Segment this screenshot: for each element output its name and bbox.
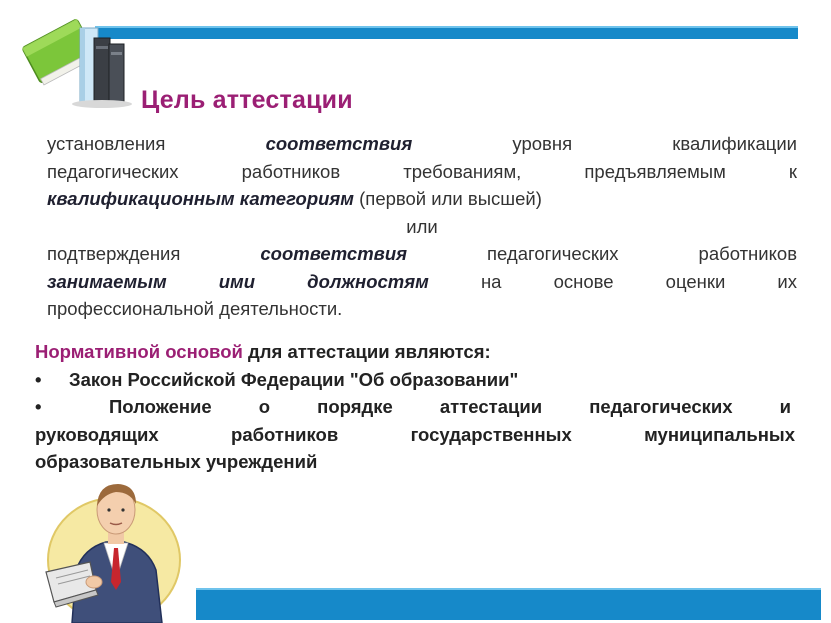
slide-title: Цель аттестации [141,86,353,114]
purpose-line-1 [47,130,797,158]
emphasis-word: соответствия [265,133,413,154]
basis-item-regulation-line-2: руководящих работников государственных муниципальных [35,423,795,445]
purpose-line-5 [47,268,797,296]
word: квалификации [672,133,798,154]
bottom-accent-bar [196,588,821,620]
basis-item-regulation-line-1 [35,393,795,421]
emphasis-phrase: занимаемым ими должностям [47,270,429,292]
purpose-line-6: профессиональной деятельности. [47,298,343,319]
books-icon [22,0,134,110]
purpose-line-2: педагогических работников требованиям, предъявляемым к [47,160,797,182]
person-reading-illustration [44,470,196,623]
word: педагогических [487,243,619,264]
word: подтверждения [47,243,181,264]
word: уровня [512,133,573,154]
emphasis-word: соответствия [260,243,408,264]
bullet-icon: • [35,396,42,417]
phrase: (первой или высшей) [354,188,542,209]
basis-item-text: Закон Российской Федерации "Об образовании" [69,368,519,390]
basis-heading-accent: Нормативной основой [35,341,243,362]
normative-basis-section [35,338,795,476]
emphasis-phrase: квалификационным категориям [47,188,354,209]
basis-heading-rest: для аттестации являются: [242,341,491,362]
purpose-line-4 [47,240,797,268]
purpose-line-3 [47,185,797,213]
word: работников [698,243,798,264]
bullet-icon: • [35,368,42,390]
phrase: на основе оценки их [428,270,797,292]
basis-heading [35,338,795,366]
word: установления [47,133,166,154]
connector-or: или [406,215,438,237]
top-accent-bar [95,26,798,39]
basis-item-regulation-line-3: образовательных учреждений [35,451,318,472]
basis-item-law [35,366,795,394]
basis-item-text: Положение о порядке аттестации педагогических и [109,396,791,417]
purpose-paragraph [47,130,797,323]
